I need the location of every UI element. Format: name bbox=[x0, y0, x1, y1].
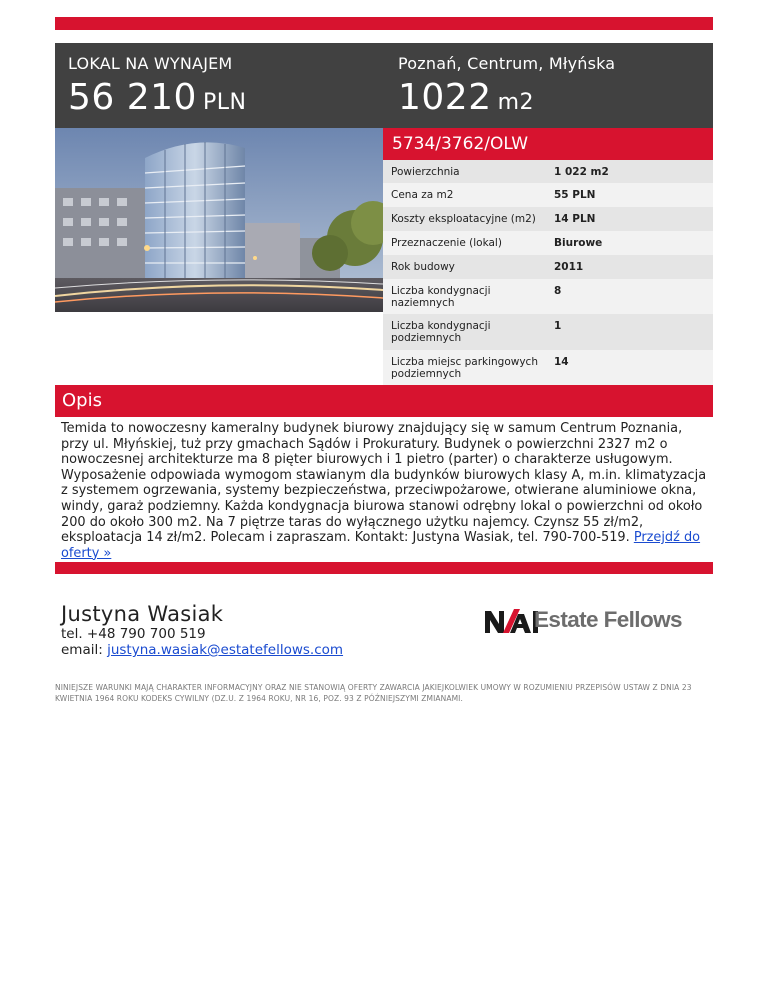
description-text: Temida to nowoczesny kameralny budynek biurowy znajdujący się w samum Centrum Poznania, przy ul. Młyńskiej, tuż przy gmachach Sądów i Prokuratury. Budynek o powierzchni 2327 m2 o nowoczesnej architekturze ma 8 pięter biurowych i 1 pietro (parter) o charakterze usługowym. Wyposażenie odpowiada wymogom stawianym dla budynków biurowych klasy A, m.in. klimatyzacja z systemem ogrzewania, systemy bezpieczeństwa, przeciwpożarowe, otwierane aluminiowe okna, windy, garaż podziemny. Każda kondygnacja biurowa stanowi odrębny lokal o powierzchni od około 200 do około 300 m2. Na 7 piętrze taras do wyłącznego użytku najemcy. Czynsz 55 zł/m2, eksploatacja 14 zł/m2. Polecam i zapraszam. Kontakt: Justyna Wasiak, tel. 790-700-519. bbox=[61, 421, 707, 546]
spec-value: 2011 bbox=[554, 261, 584, 273]
legal-disclaimer: NINIEJSZE WARUNKI MAJĄ CHARAKTER INFORMACYJNY ORAZ NIE STANOWIĄ OFERTY ZAWARCIA JAKIEJKOLWIEK UMOWY W ROZUMIENIU PRZEPISÓW USTAW Z DNIA 23 KWIETNIA 1964 ROKU KODEKS CYWILNY (DZ.U. Z 1964 ROKU, NR 16, POZ. 93 Z PÓŹNIEJSZYMI ZMIANAMI. bbox=[55, 683, 692, 703]
spec-row bbox=[383, 255, 713, 279]
top-accent-bar bbox=[55, 17, 713, 30]
area-value: 1022 bbox=[398, 77, 492, 118]
offer-link[interactable]: Przejdź do oferty » bbox=[61, 530, 701, 561]
agent-email-line bbox=[61, 642, 343, 658]
spec-value: 14 bbox=[554, 356, 569, 368]
offer-type: LOKAL NA WYNAJEM bbox=[68, 54, 233, 73]
spec-row bbox=[383, 160, 713, 183]
reference-number: 5734/3762/OLW bbox=[383, 128, 713, 160]
spec-row bbox=[383, 231, 713, 255]
spec-label: Liczba kondygnacji podziemnych bbox=[391, 320, 491, 344]
spec-label: Przeznaczenie (lokal) bbox=[391, 237, 502, 249]
spec-value: Biurowe bbox=[554, 237, 603, 249]
section-divider-bar bbox=[55, 562, 713, 574]
spec-label: Liczba kondygnacji naziemnych bbox=[391, 284, 491, 309]
price-unit: PLN bbox=[202, 90, 247, 115]
agent-name: Justyna Wasiak bbox=[61, 602, 224, 626]
spec-label: Koszty eksploatacyjne (m2) bbox=[391, 213, 536, 225]
spec-label: Cena za m2 bbox=[391, 189, 454, 201]
email-label: email: bbox=[61, 642, 103, 658]
specs-table bbox=[383, 160, 713, 385]
spec-value: 55 PLN bbox=[554, 189, 596, 201]
agent-phone: tel. +48 790 700 519 bbox=[61, 626, 206, 642]
spec-row bbox=[383, 350, 713, 385]
spec-value: 8 bbox=[554, 285, 562, 297]
spec-row bbox=[383, 183, 713, 207]
location: Poznań, Centrum, Młyńska bbox=[398, 54, 616, 73]
price-block bbox=[68, 54, 246, 124]
area-block bbox=[398, 54, 615, 124]
price-value: 56 210 bbox=[68, 77, 197, 118]
area bbox=[398, 77, 615, 124]
spec-value: 1 bbox=[554, 320, 562, 332]
spec-label: Powierzchnia bbox=[391, 165, 460, 178]
building-photo bbox=[55, 128, 383, 312]
spec-row bbox=[383, 207, 713, 231]
spec-row bbox=[383, 279, 713, 314]
description-heading: Opis bbox=[55, 385, 713, 417]
price bbox=[68, 77, 246, 124]
spec-value: 14 PLN bbox=[554, 213, 596, 225]
agent-email-link[interactable]: justyna.wasiak@estatefellows.com bbox=[107, 642, 344, 658]
description bbox=[61, 421, 709, 561]
spec-row bbox=[383, 314, 713, 350]
spec-label: Rok budowy bbox=[391, 261, 455, 273]
area-unit: m2 bbox=[497, 90, 535, 115]
logo-text: Estate Fellows bbox=[534, 607, 682, 632]
listing-header bbox=[55, 43, 713, 128]
agent-contact bbox=[61, 602, 343, 658]
spec-value: 1 022 m2 bbox=[554, 165, 609, 178]
spec-label: Liczba miejsc parkingowych podziemnych bbox=[391, 355, 538, 380]
